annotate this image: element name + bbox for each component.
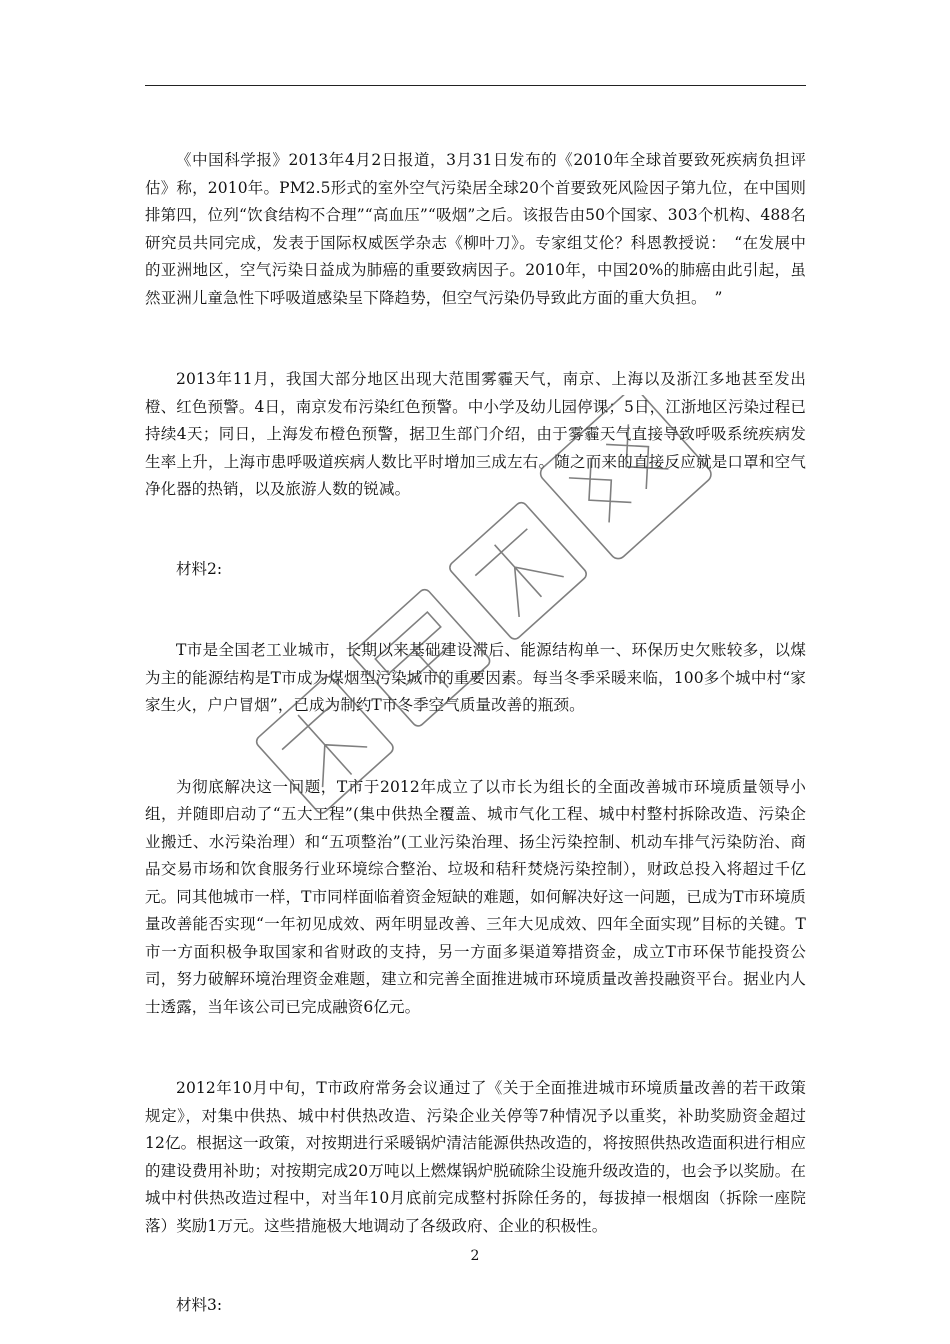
page-number: 2 <box>470 1248 480 1264</box>
header-rule <box>145 85 806 86</box>
document-body <box>145 147 806 1320</box>
paragraph-3: T市是全国老工业城市，长期以来基础建设滞后、能源结构单一、环保历史欠账较多，以煤为主的能源结构是T市成为煤烟型污染城市的重要因素。每当冬季采暖来临，100多个城中村“家家生火，户户冒烟”，已成为制约T市冬季空气质量改善的瓶颈。 <box>145 641 806 714</box>
paragraph-4: 为彻底解决这一问题，T市于2012年成立了以市长为组长的全面改善城市环境质量领导小组，并随即启动了“五大工程”(集中供热全覆盖、城市气化工程、城中村整村拆除改造、污染企业搬迁、水污染治理）和“五项整治”(工业污染治理、扬尘污染控制、机动车排气污染防治、商品交易市场和饮食服务行业环境综合整治、垃圾和秸秆焚烧污染控制），财政总投入将超过千亿元。同其他城市一样，T市同样面临着资金短缺的难题，如何解决好这一问题，已成为T市环境质量改善能否实现“一年初见成效、两年明显改善、三年大见成效、四年全面实现”目标的关键。T市一方面积极争取国家和省财政的支持，另一方面多渠道筹措资金，成立T市环保节能投资公司，努力破解环境治理资金难题，建立和完善全面推进城市环境质量改善投融资平台。据业内人士透露，当年该公司已完成融资6亿元。 <box>145 777 806 1016</box>
paragraph-2: 2013年11月，我国大部分地区出现大范围雾霾天气，南京、上海以及浙江多地甚至发出橙、红色预警。4日，南京发布污染红色预警。中小学及幼儿园停课；5日，江浙地区污染过程已持续4天；同日，上海发布橙色预警，据卫生部门介绍，由于雾霾天气直接导致呼吸系统疾病发生率上升，上海市患呼吸道疾病人数比平时增加三成左右。随之而来的直接反应就是口罩和空气净化器的热销，以及旅游人数的锐减。 <box>145 370 806 498</box>
heading-material-2: 材料2: <box>176 559 223 578</box>
paragraph-5: 2012年10月中旬，T市政府常务会议通过了《关于全面推进城市环境质量改善的若干政策规定》，对集中供热、城中村供热改造、污染企业关停等7种情况予以重奖，补助奖励资金超过12亿。根据这一政策，对按期进行采暖锅炉清洁能源供热改造的，将按照供热改造面积进行相应的建设费用补助；对按期完成20万吨以上燃煤锅炉脱硫除尘设施升级改造的，也会予以奖励。在城中村供热改造过程中，对当年10月底前完成整村拆除任务的，每拔掉一根烟囱（拆除一座院落）奖励1万元。这些措施极大地调动了各级政府、企业的积极性。 <box>145 1079 806 1235</box>
heading-material-3: 材料3: <box>176 1296 223 1314</box>
paragraph-1: 《中国科学报》2013年4月2日报道，3月31日发布的《2010年全球首要致死疾病负担评估》称，2010年。PM2.5形式的室外空气污染居全球20个首要致死风险因子第九位，在中国则排第四，位列“饮食结构不合理”“高血压”“吸烟”之后。该报告由50个国家、303个机构、488名研究员共同完成，发表于国际权威医学杂志《柳叶刀》。专家组艾伦？科恩教授说： “在发展中的亚洲地区，空气污染日益成为肺癌的重要致病因子。2010年，中国20%的肺癌由此引起，虽然亚洲儿童急性下呼吸道感染呈下降趋势，但空气污染仍导致此方面的重大负担。 ” <box>145 151 806 307</box>
